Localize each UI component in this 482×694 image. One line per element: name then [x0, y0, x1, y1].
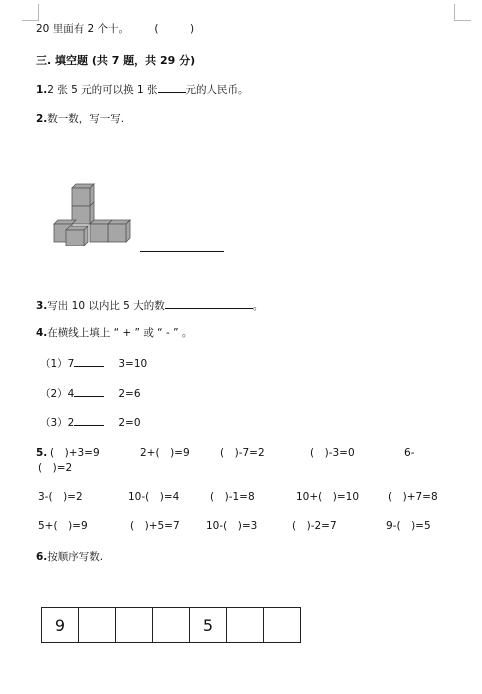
q5-eq: ( )-7=2: [220, 447, 265, 459]
q2-text: 数一数，写一写.: [47, 113, 125, 125]
sequence-cell[interactable]: [263, 607, 301, 643]
q1-blank[interactable]: [158, 82, 186, 93]
q3-text-b: 。: [252, 300, 264, 312]
q5-eq: ( )+5=7: [130, 520, 180, 532]
question-4: [36, 326, 192, 340]
sequence-cell[interactable]: [226, 607, 264, 643]
prev-question-line: [36, 22, 194, 36]
q4-item-blank[interactable]: [74, 415, 104, 426]
sequence-cell[interactable]: [152, 607, 190, 643]
question-2: [36, 112, 124, 126]
q4-item-2: [40, 386, 141, 401]
sequence-cell[interactable]: 9: [41, 607, 79, 643]
q5-eq: 10+( )=10: [296, 491, 360, 503]
q5-eq: ( )-3=0: [310, 447, 355, 459]
q6-number: 6.: [36, 551, 48, 563]
q4-text: 在横线上填上 “ + ” 或 “ - ” 。: [47, 327, 193, 339]
q5-eq: 9-( )=5: [386, 520, 431, 532]
cube-stack-figure: [50, 178, 136, 246]
q5-eq: ( )-1=8: [210, 491, 255, 503]
question-3: [36, 298, 263, 313]
crop-mark-top-right: [454, 4, 471, 21]
q5-eq: 10-( )=3: [206, 520, 258, 532]
q5-eq: 3-( )=2: [38, 491, 83, 503]
q2-number: 2.: [36, 113, 48, 125]
question-6: [36, 550, 103, 564]
q5-eq-wrap: ( )=2: [38, 462, 73, 474]
q3-blank[interactable]: [165, 298, 253, 309]
q1-text-a: 2 张 5 元的可以换 1 张: [47, 84, 158, 96]
q4-item-rest: 2=6: [118, 388, 141, 400]
q4-number: 4.: [36, 327, 48, 339]
q4-item-1: [40, 356, 147, 371]
q5-number: 5.: [36, 447, 48, 459]
q1-number: 1.: [36, 84, 48, 96]
q1-text-b: 元的人民币。: [185, 84, 249, 96]
q5-eq: ( )-2=7: [292, 520, 337, 532]
q5-eq: 2+( )=9: [140, 447, 190, 459]
q2-answer-line[interactable]: [140, 251, 224, 252]
crop-mark-top-left: [22, 4, 39, 21]
prev-question-paren: ( ): [154, 23, 195, 35]
q3-text-a: 写出 10 以内比 5 大的数: [47, 300, 165, 312]
q5-eq: 5+( )=9: [38, 520, 88, 532]
q4-item-3: [40, 415, 141, 430]
q4-item-blank[interactable]: [74, 356, 104, 367]
prev-question-text: 20 里面有 2 个十。: [36, 23, 130, 35]
q4-item-rest: 3=10: [118, 358, 148, 370]
section-title: 三. 填空题 (共 7 题，共 29 分): [36, 54, 196, 67]
sequence-boxes: [41, 607, 301, 643]
q4-item-label: （2）4: [40, 388, 75, 400]
q4-item-label: （1）7: [40, 358, 75, 370]
q3-number: 3.: [36, 300, 48, 312]
question-1: [36, 82, 249, 97]
q5-eq: ( )+7=8: [388, 491, 438, 503]
q4-item-blank[interactable]: [74, 386, 104, 397]
q5-eq: ( )+3=9: [50, 447, 100, 459]
q5-eq: 6-: [404, 447, 415, 459]
q5-eq: 10-( )=4: [128, 491, 180, 503]
sequence-cell[interactable]: [78, 607, 116, 643]
sequence-cell[interactable]: [115, 607, 153, 643]
q4-item-label: （3）2: [40, 417, 75, 429]
sequence-cell[interactable]: 5: [189, 607, 227, 643]
q4-item-rest: 2=0: [118, 417, 141, 429]
q6-text: 按顺序写数.: [47, 551, 104, 563]
